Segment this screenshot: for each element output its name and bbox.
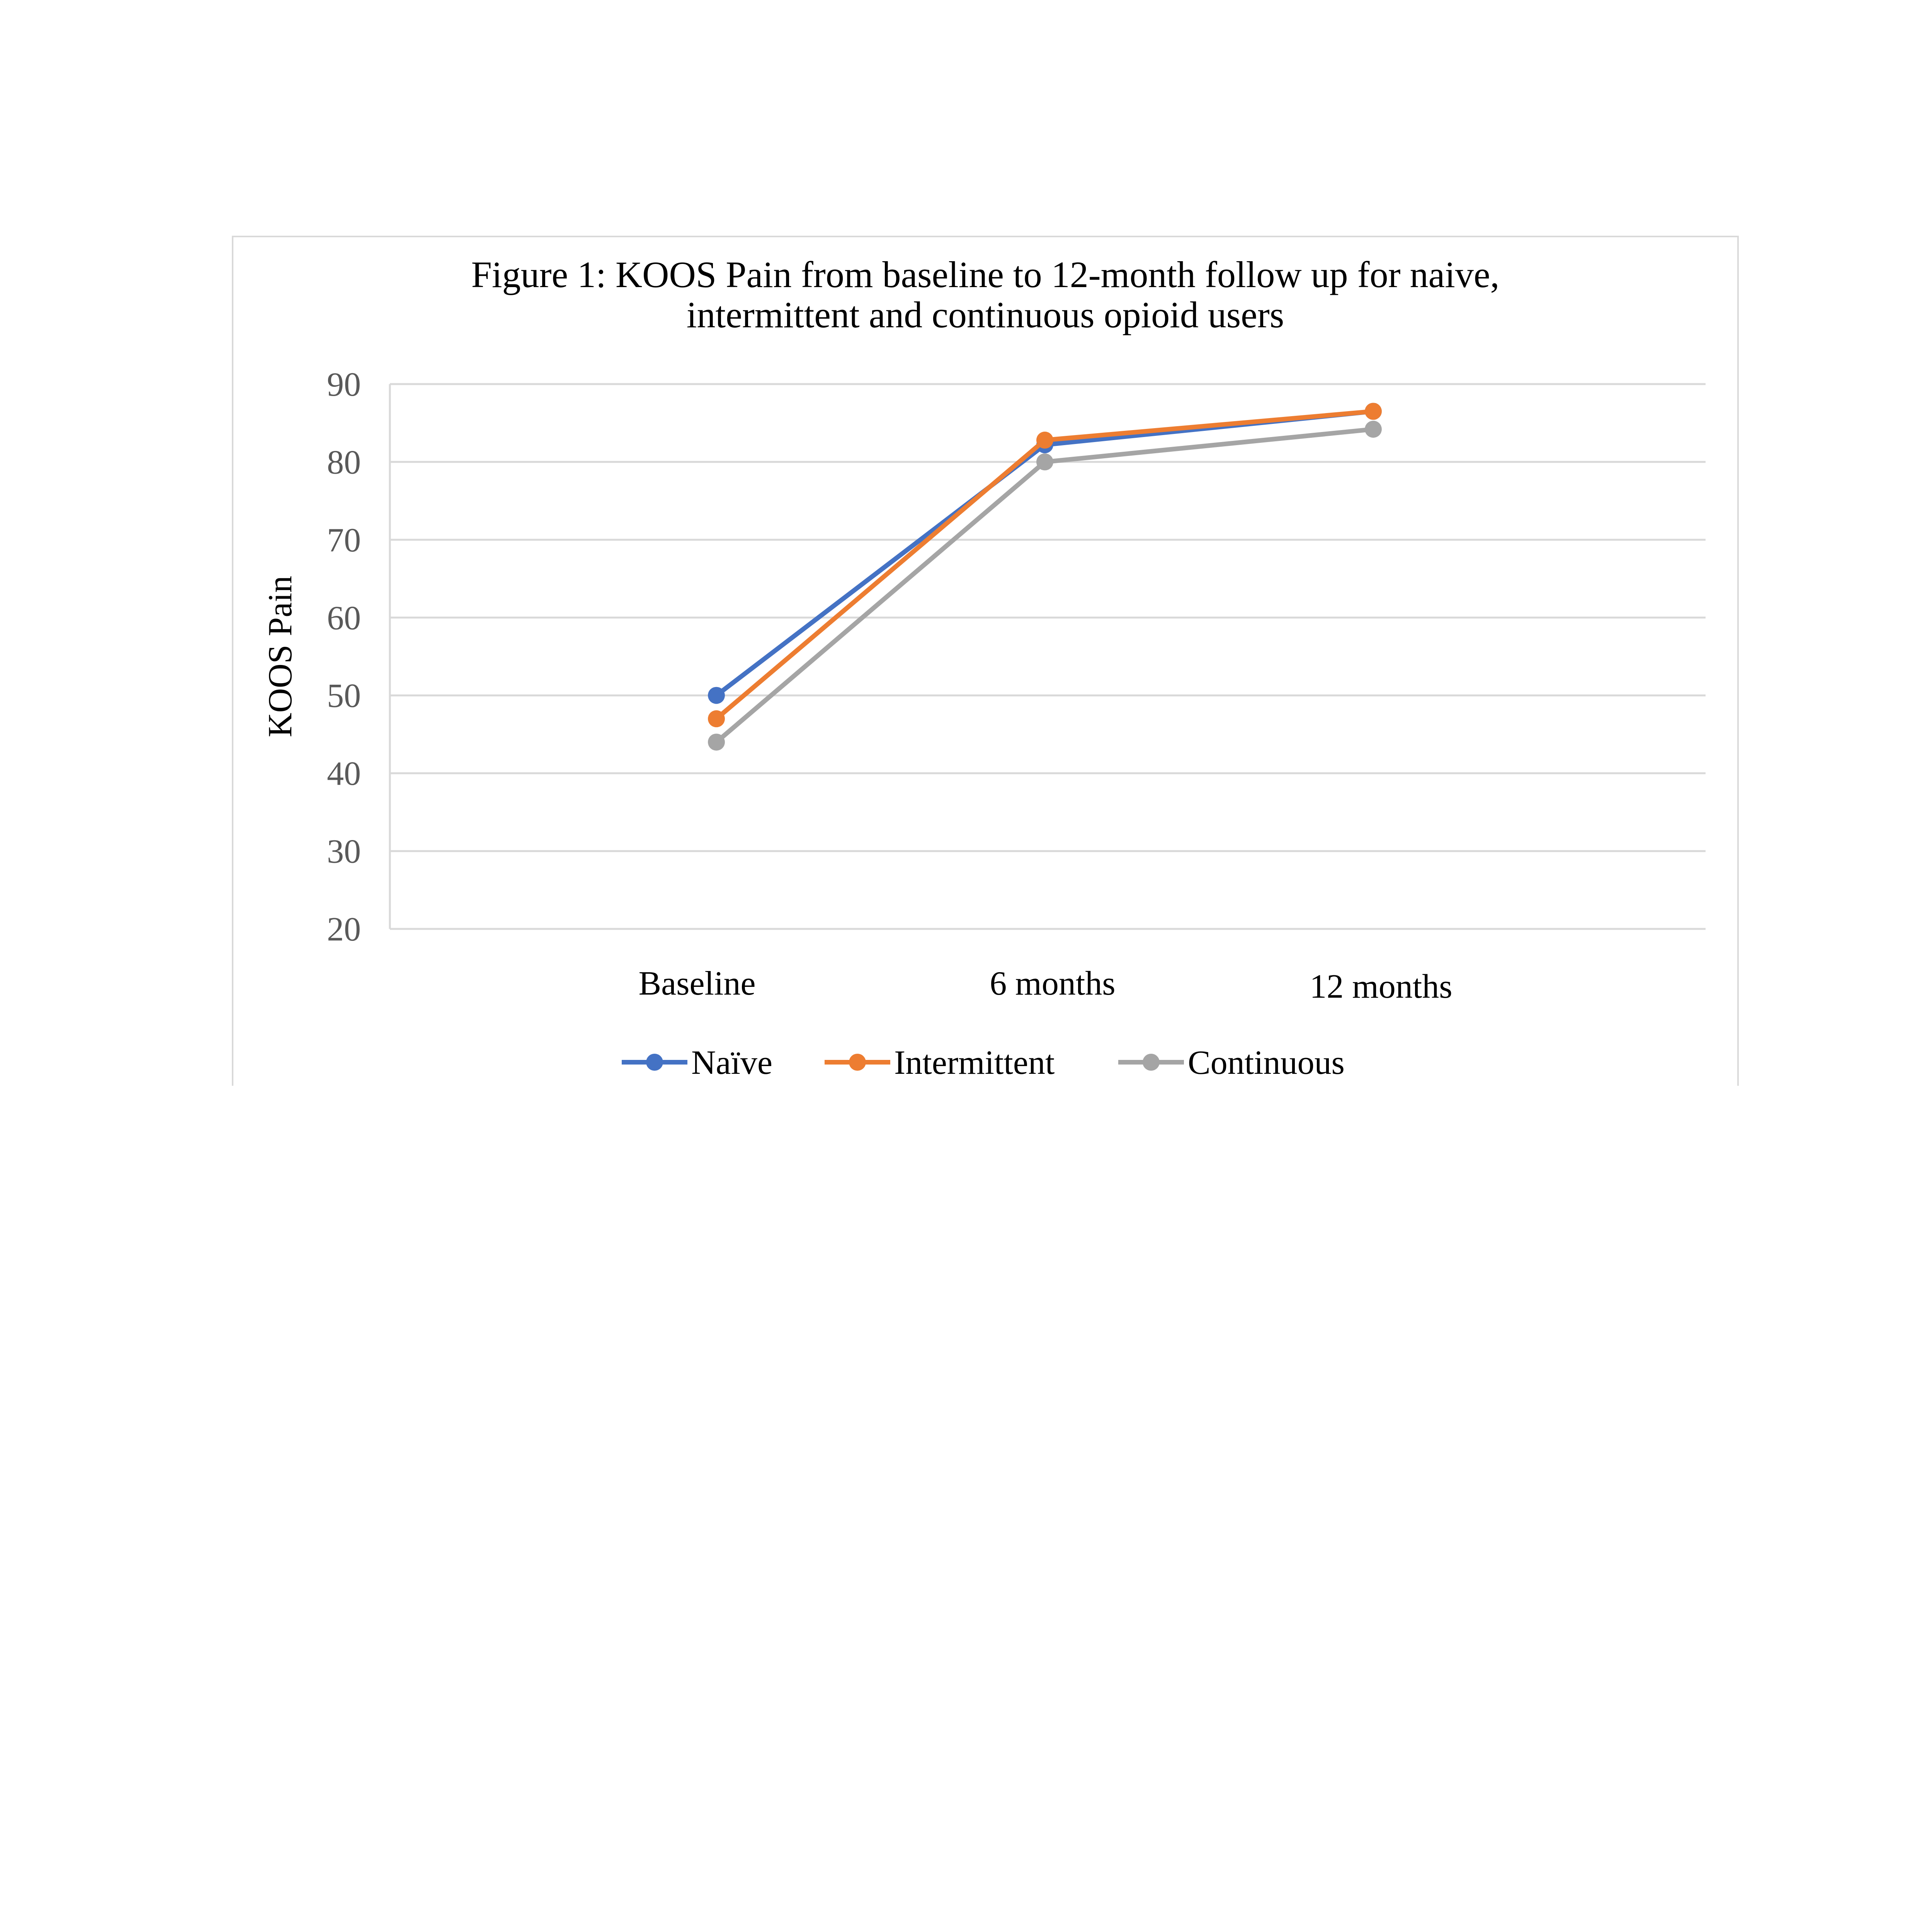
legend xyxy=(622,1044,1345,1082)
legend-item xyxy=(622,1044,772,1082)
y-tick-label: 20 xyxy=(327,911,361,948)
legend-label: Intermittent xyxy=(894,1044,1055,1082)
data-point xyxy=(1036,453,1053,470)
data-point xyxy=(708,734,725,751)
x-category-label: 12 months xyxy=(1310,968,1452,1005)
data-point xyxy=(1365,421,1382,438)
legend-label: Naïve xyxy=(691,1044,773,1082)
y-axis-label: KOOS Pain xyxy=(262,575,299,738)
data-point xyxy=(1036,432,1053,449)
line-chart xyxy=(233,237,1740,1087)
data-point xyxy=(1365,403,1382,420)
x-axis-categories xyxy=(638,965,1452,1005)
y-tick-label: 90 xyxy=(327,366,361,403)
legend-swatch-marker xyxy=(646,1054,663,1071)
chart-title-line-1: Figure 1: KOOS Pain from baseline to 12-month follow up for naive, xyxy=(471,254,1500,295)
y-tick-label: 50 xyxy=(327,677,361,715)
legend-label: Continuous xyxy=(1188,1044,1345,1082)
y-tick-label: 30 xyxy=(327,833,361,871)
data-point xyxy=(708,687,725,704)
legend-item xyxy=(1118,1044,1345,1082)
y-tick-label: 70 xyxy=(327,521,361,559)
chart-title-line-2: intermittent and continuous opioid users xyxy=(686,294,1284,335)
x-category-label: 6 months xyxy=(990,965,1116,1002)
y-tick-label: 60 xyxy=(327,599,361,637)
figure-frame xyxy=(232,236,1739,1086)
y-axis-ticks xyxy=(327,366,361,948)
legend-item xyxy=(825,1044,1054,1082)
series-group xyxy=(708,403,1382,751)
y-tick-label: 40 xyxy=(327,755,361,793)
y-tick-label: 80 xyxy=(327,444,361,481)
legend-swatch-marker xyxy=(849,1054,866,1071)
data-point xyxy=(708,710,725,727)
legend-swatch-marker xyxy=(1143,1054,1160,1071)
x-category-label: Baseline xyxy=(638,965,756,1002)
series-continuous xyxy=(708,421,1382,751)
